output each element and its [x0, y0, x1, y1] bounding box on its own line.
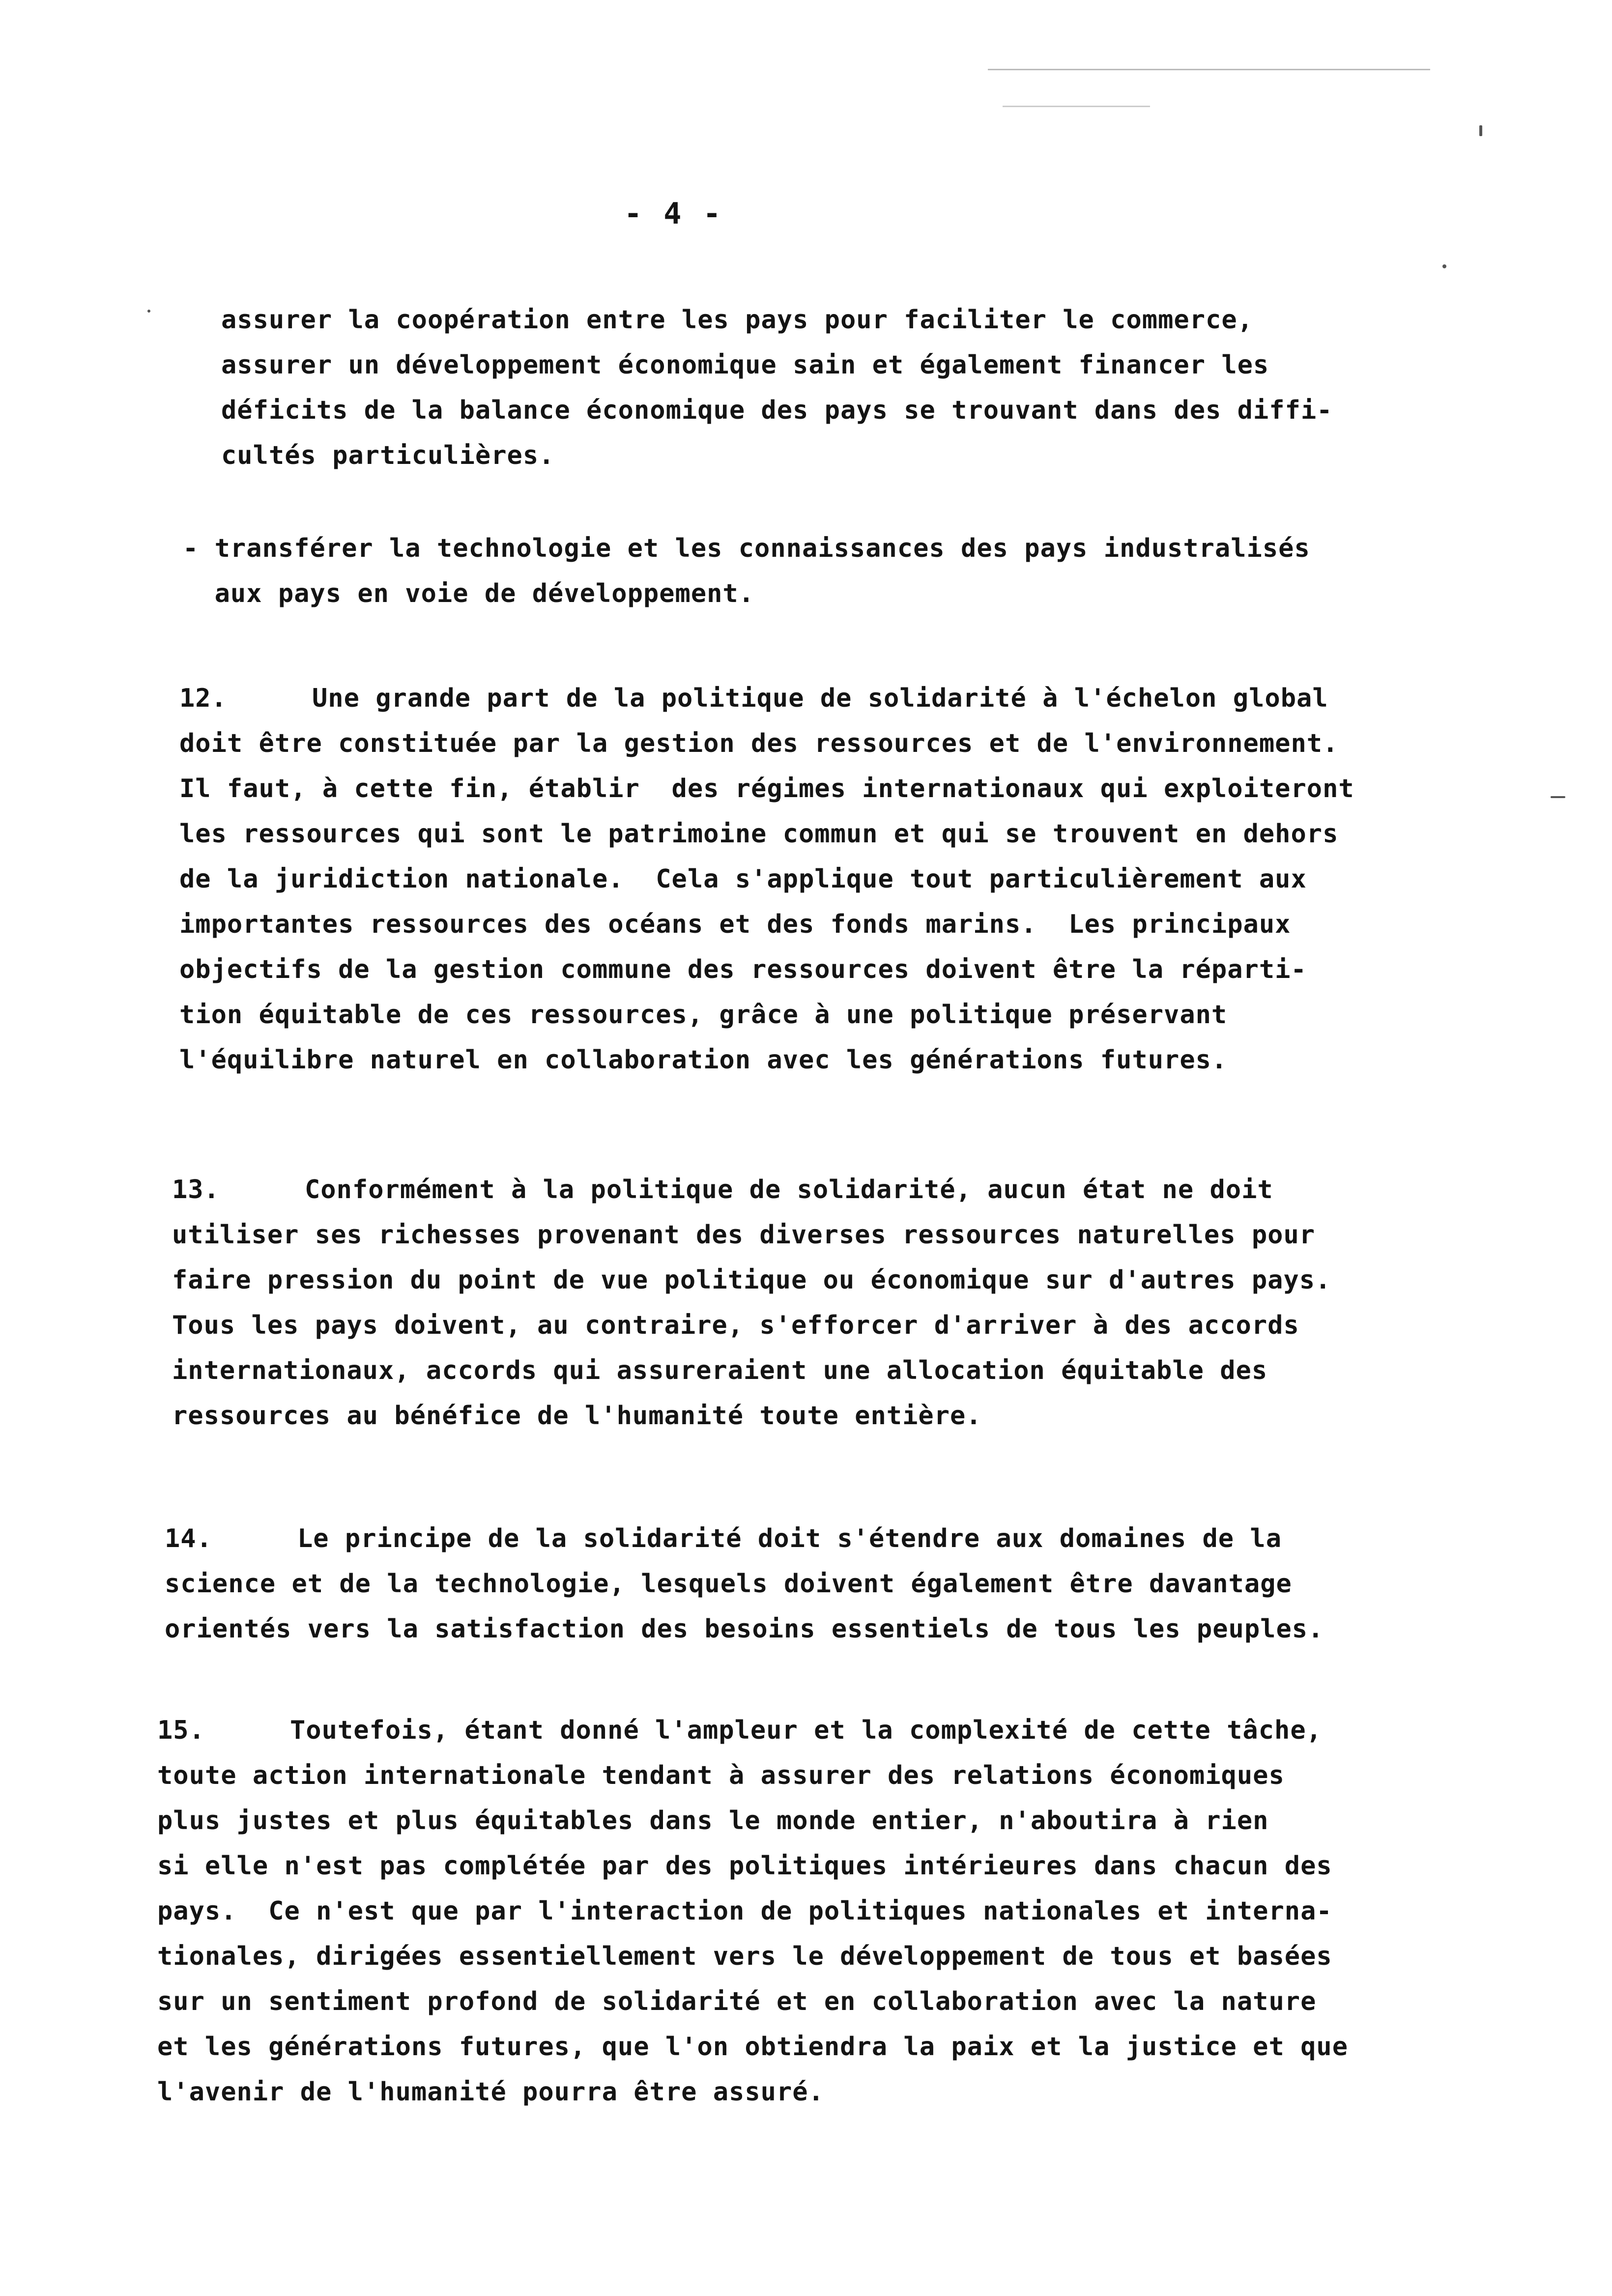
text-line: déficits de la balance économique des pays se trouvant dans des diffi-	[221, 396, 1333, 425]
scan-artifact-line	[1003, 106, 1150, 107]
text-line: toute action internationale tendant à assurer des relations économiques	[157, 1761, 1285, 1790]
scan-speck	[1551, 796, 1565, 798]
text-line: plus justes et plus équitables dans le monde entier, n'aboutira à rien	[157, 1806, 1269, 1836]
text-line: l'équilibre naturel en collaboration avec les générations futures.	[179, 1045, 1228, 1075]
paragraph-intro	[221, 297, 1332, 478]
text-line: doit être constituée par la gestion des ressources et de l'environnement.	[179, 729, 1339, 758]
text-line: assurer un développement économique sain et également financer les	[221, 350, 1269, 380]
paragraph-number: 12.	[179, 684, 227, 713]
text-line: aux pays en voie de développement.	[183, 579, 755, 608]
text-line: assurer la coopération entre les pays pour faciliter le commerce,	[221, 305, 1253, 335]
paragraph-number: 15.	[157, 1716, 205, 1745]
text-line: Toutefois, étant donné l'ampleur et la complexité de cette tâche,	[290, 1716, 1322, 1745]
text-line: Le principe de la solidarité doit s'étendre aux domaines de la	[297, 1524, 1282, 1553]
paragraph-14	[165, 1516, 1324, 1652]
text-line: Conformément à la politique de solidarité, aucun état ne doit	[305, 1175, 1273, 1205]
paragraph-number: 14.	[165, 1524, 212, 1553]
text-line: l'avenir de l'humanité pourra être assuré.	[157, 2077, 824, 2107]
text-line: - transférer la technologie et les connaissances des pays industralisés	[183, 534, 1310, 563]
text-line: importantes ressources des océans et des fonds marins. Les principaux	[179, 910, 1291, 939]
paragraph-13	[172, 1167, 1331, 1438]
text-line: ressources au bénéfice de l'humanité toute entière.	[172, 1401, 982, 1431]
page-number: - 4 -	[624, 197, 723, 231]
text-line: pays. Ce n'est que par l'interaction de politiques nationales et interna-	[157, 1896, 1332, 1926]
text-line: de la juridiction nationale. Cela s'applique tout particulièrement aux	[179, 864, 1307, 894]
text-line: Une grande part de la politique de solidarité à l'échelon global	[312, 684, 1328, 713]
text-line: internationaux, accords qui assureraient une allocation équitable des	[172, 1356, 1268, 1385]
text-line: les ressources qui sont le patrimoine commun et qui se trouvent en dehors	[179, 819, 1339, 849]
text-line: Il faut, à cette fin, établir des régimes internationaux qui exploiteront	[179, 774, 1354, 804]
paragraph-number: 13.	[172, 1175, 220, 1205]
paragraph-12	[179, 676, 1354, 1083]
bullet-item	[183, 526, 1310, 616]
text-line: Tous les pays doivent, au contraire, s'efforcer d'arriver à des accords	[172, 1311, 1299, 1340]
text-line: cultés particulières.	[221, 441, 555, 470]
text-line: tionales, dirigées essentiellement vers le développement de tous et basées	[157, 1942, 1332, 1971]
text-line: utiliser ses richesses provenant des diverses ressources naturelles pour	[172, 1220, 1316, 1250]
text-line: orientés vers la satisfaction des besoins essentiels de tous les peuples.	[165, 1614, 1324, 1644]
text-line: science et de la technologie, lesquels doivent également être davantage	[165, 1569, 1292, 1599]
paragraph-15	[157, 1708, 1348, 2115]
text-line: si elle n'est pas complétée par des politiques intérieures dans chacun des	[157, 1851, 1332, 1881]
text-line: tion équitable de ces ressources, grâce à une politique préservant	[179, 1000, 1228, 1030]
scan-speck	[147, 310, 150, 313]
scan-speck	[1479, 125, 1482, 136]
text-line: objectifs de la gestion commune des ressources doivent être la réparti-	[179, 955, 1307, 984]
text-line: et les générations futures, que l'on obtiendra la paix et la justice et que	[157, 2032, 1348, 2062]
scan-artifact-line	[988, 69, 1430, 70]
text-line: faire pression du point de vue politique ou économique sur d'autres pays.	[172, 1265, 1331, 1295]
scan-speck	[1442, 264, 1446, 268]
text-line: sur un sentiment profond de solidarité et en collaboration avec la nature	[157, 1987, 1317, 2016]
